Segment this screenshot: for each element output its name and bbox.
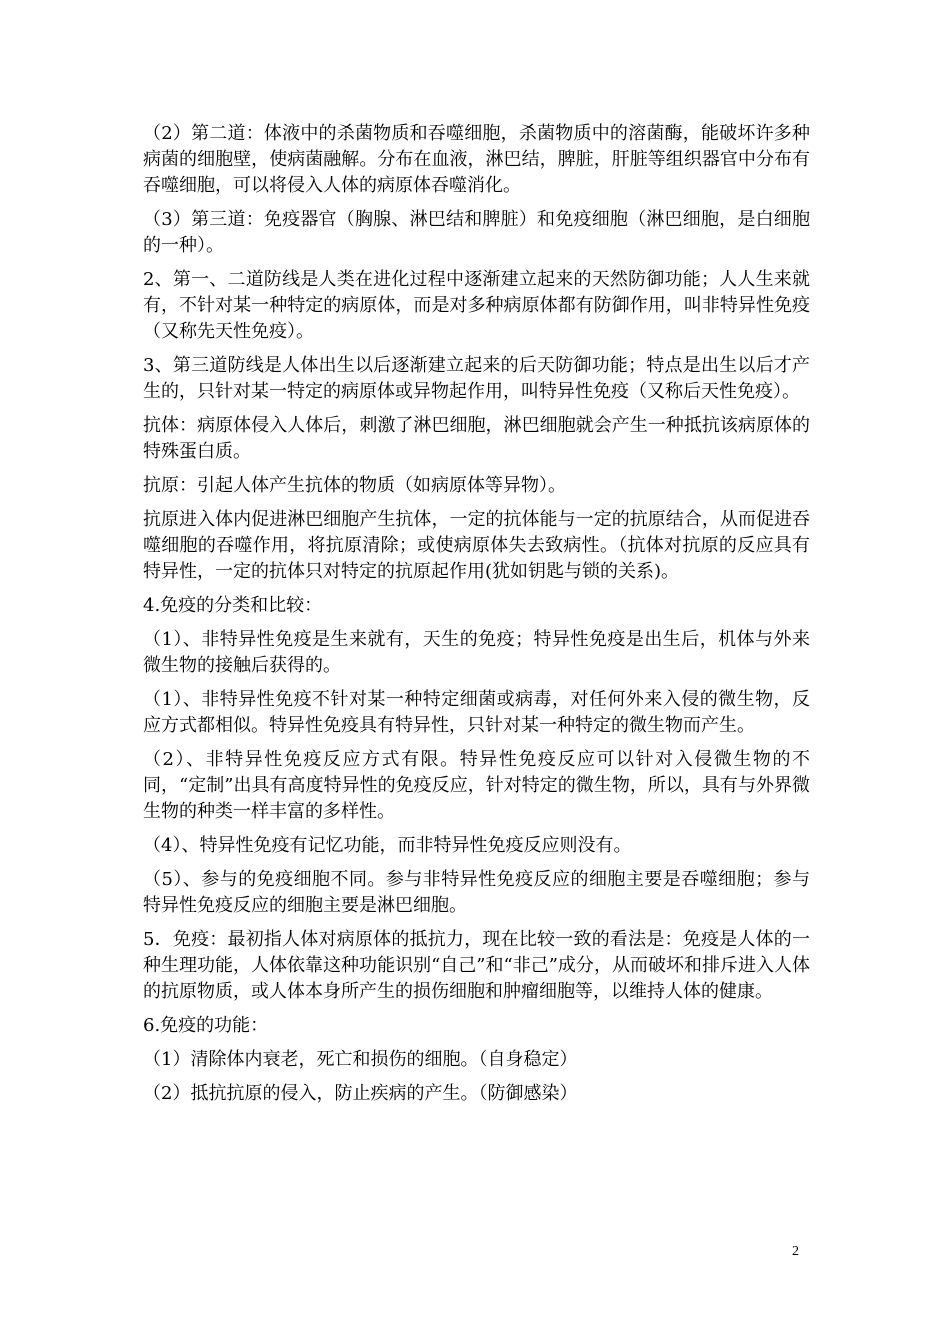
- heading-immunity-classification: 4.免疫的分类和比较：: [143, 595, 323, 616]
- paragraph-nonspecific-immunity: 2、第一、二道防线是人类在进化过程中逐渐建立起来的天然防御功能；人人生来就有，不针对某一种特定的病原体，而是对多种病原体都有防御作用，叫非特异性免疫（又称先天性免疫）。: [143, 269, 810, 342]
- paragraph-immunity-definition: 5．免疫：最初指人体对病原体的抵抗力，现在比较一致的看法是：免疫是人体的一种生理功能，人体依靠这种功能识别“自己”和“非己”成分，从而破坏和排斥进入人体的抗原物质，或人体本身所产生的损伤细胞和肿瘤细胞等，以维持人体的健康。: [143, 929, 810, 1002]
- paragraph-antigen-antibody-reaction: 抗原进入体内促进淋巴细胞产生抗体，一定的抗体能与一定的抗原结合，从而促进吞噬细胞的吞噬作用，将抗原清除；或使病原体失去致病性。（抗体对抗原的反应具有特异性，一定的抗体只对特定的抗原起作用(犹如钥匙与锁的关系)。: [143, 509, 810, 582]
- paragraph-antigen-definition: 抗原：引起人体产生抗体的物质（如病原体等异物）。: [143, 475, 566, 496]
- paragraph-comparison-memory: （4）、特异性免疫有记忆功能，而非特异性免疫反应则没有。: [143, 835, 632, 856]
- paragraph-specific-immunity: 3、第三道防线是人体出生以后逐渐建立起来的后天防御功能；特点是出生以后才产生的，只针对某一特定的病原体或异物起作用，叫特异性免疫（又称后天性免疫）。: [143, 355, 810, 402]
- paragraph-comparison-specificity: （1）、非特异性免疫不针对某一种特定细菌或病毒，对任何外来入侵的微生物，反应方式都相似。特异性免疫具有特异性，只针对某一种特定的微生物而产生。: [143, 689, 810, 736]
- paragraph-comparison-response-diversity: （2）、非特异性免疫反应方式有限。特异性免疫反应可以针对入侵微生物的不同，“定制”出具有高度特异性的免疫反应，针对特定的微生物，所以，具有与外界微生物的种类一样丰富的多样性。: [143, 749, 810, 822]
- page-number: 2: [792, 1244, 799, 1259]
- paragraph-comparison-immune-cells: （5）、参与的免疫细胞不同。参与非特异性免疫反应的细胞主要是吞噬细胞；参与特异性免疫反应的细胞主要是淋巴细胞。: [143, 869, 810, 916]
- paragraph-comparison-origin: （1）、非特异性免疫是生来就有，天生的免疫；特异性免疫是出生后，机体与外来微生物的接触后获得的。: [143, 629, 810, 676]
- heading-immunity-functions: 6.免疫的功能：: [143, 1015, 269, 1036]
- paragraph-second-defense-line: （2）第二道：体液中的杀菌物质和吞噬细胞，杀菌物质中的溶菌酶，能破坏许多种病菌的细胞壁，使病菌融解。分布在血液，淋巴结，脾脏，肝脏等组织器官中分布有吞噬细胞，可以将侵入人体的病原体吞噬消化。: [143, 123, 810, 196]
- paragraph-function-infection-defense: （2）抵抗抗原的侵入，防止疾病的产生。（防御感染）: [143, 1083, 578, 1104]
- paragraph-function-self-stability: （1）清除体内衰老，死亡和损伤的细胞。（自身稳定）: [143, 1049, 578, 1070]
- paragraph-antibody-definition: 抗体：病原体侵入人体后，刺激了淋巴细胞，淋巴细胞就会产生一种抵抗该病原体的特殊蛋白质。: [143, 415, 810, 462]
- document-body: [143, 121, 810, 1115]
- paragraph-third-defense-line: （3）第三道：免疫器官（胸腺、淋巴结和脾脏）和免疫细胞（淋巴细胞，是白细胞的一种）。: [143, 209, 810, 256]
